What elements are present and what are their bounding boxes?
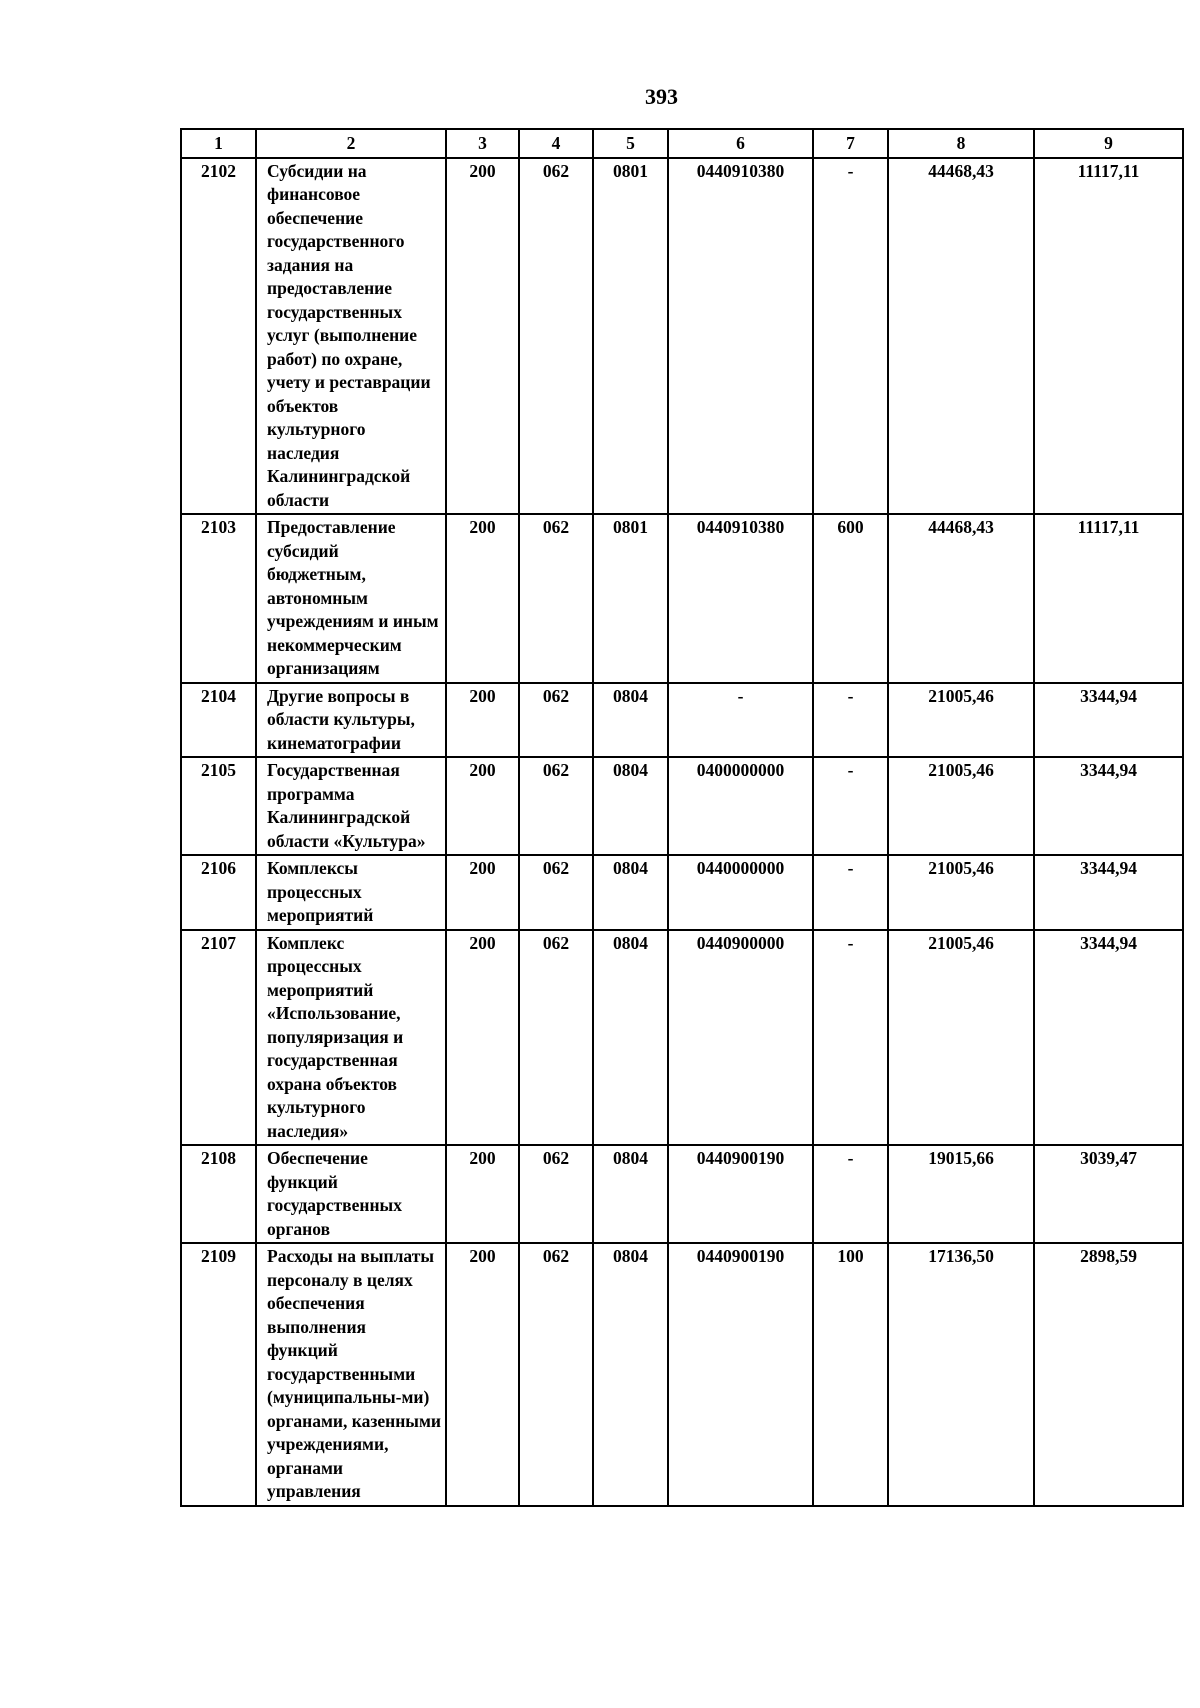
cell-col4: 062 [519, 158, 593, 515]
cell-col6: 0400000000 [668, 757, 813, 855]
header-cell: 8 [888, 129, 1034, 158]
cell-col5: 0801 [593, 158, 668, 515]
cell-col3: 200 [446, 158, 519, 515]
row-name: Расходы на выплаты персоналу в целях обеспечения выполнения функций государственными (муниципальны-ми) органами, казенными учреждениями, органами управления [256, 1243, 446, 1506]
table-row [181, 855, 1183, 930]
cell-col7: 100 [813, 1243, 888, 1506]
row-name: Комплексы процессных мероприятий [256, 855, 446, 930]
cell-col4: 062 [519, 514, 593, 683]
cell-col8: 21005,46 [888, 683, 1034, 758]
cell-col3: 200 [446, 1145, 519, 1243]
cell-col7: - [813, 757, 888, 855]
row-number: 2104 [181, 683, 256, 758]
row-name: Комплекс процессных мероприятий «Использование, популяризация и государственная охрана объектов культурного наследия» [256, 930, 446, 1146]
cell-col6: 0440910380 [668, 158, 813, 515]
cell-col4: 062 [519, 930, 593, 1146]
header-cell: 4 [519, 129, 593, 158]
cell-col5: 0804 [593, 930, 668, 1146]
cell-col9: 11117,11 [1034, 158, 1183, 515]
cell-col9: 3344,94 [1034, 930, 1183, 1146]
row-name: Государственная программа Калининградской области «Культура» [256, 757, 446, 855]
cell-col6: 0440900000 [668, 930, 813, 1146]
cell-col8: 44468,43 [888, 514, 1034, 683]
cell-col7: - [813, 158, 888, 515]
cell-col6: 0440900190 [668, 1145, 813, 1243]
row-number: 2106 [181, 855, 256, 930]
cell-col7: - [813, 1145, 888, 1243]
cell-col4: 062 [519, 855, 593, 930]
cell-col7: - [813, 930, 888, 1146]
budget-table [180, 128, 1184, 1507]
header-cell: 1 [181, 129, 256, 158]
cell-col4: 062 [519, 1145, 593, 1243]
table-row [181, 930, 1183, 1146]
cell-col6: 0440000000 [668, 855, 813, 930]
header-row [181, 129, 1183, 158]
page-number: 393 [645, 84, 678, 109]
row-number: 2103 [181, 514, 256, 683]
cell-col3: 200 [446, 757, 519, 855]
cell-col8: 21005,46 [888, 855, 1034, 930]
cell-col5: 0804 [593, 855, 668, 930]
cell-col8: 21005,46 [888, 930, 1034, 1146]
table-row [181, 158, 1183, 515]
cell-col3: 200 [446, 1243, 519, 1506]
header-cell: 6 [668, 129, 813, 158]
cell-col9: 3344,94 [1034, 757, 1183, 855]
table-row [181, 757, 1183, 855]
cell-col9: 2898,59 [1034, 1243, 1183, 1506]
row-number: 2109 [181, 1243, 256, 1506]
cell-col5: 0804 [593, 757, 668, 855]
cell-col4: 062 [519, 757, 593, 855]
cell-col3: 200 [446, 855, 519, 930]
cell-col9: 3039,47 [1034, 1145, 1183, 1243]
cell-col9: 3344,94 [1034, 855, 1183, 930]
cell-col5: 0804 [593, 1243, 668, 1506]
cell-col7: - [813, 855, 888, 930]
cell-col8: 44468,43 [888, 158, 1034, 515]
table-row [181, 683, 1183, 758]
cell-col9: 3344,94 [1034, 683, 1183, 758]
cell-col7: - [813, 683, 888, 758]
header-cell: 2 [256, 129, 446, 158]
cell-col3: 200 [446, 930, 519, 1146]
cell-col6: - [668, 683, 813, 758]
header-cell: 3 [446, 129, 519, 158]
cell-col5: 0801 [593, 514, 668, 683]
cell-col5: 0804 [593, 683, 668, 758]
cell-col8: 17136,50 [888, 1243, 1034, 1506]
cell-col3: 200 [446, 683, 519, 758]
row-name: Другие вопросы в области культуры, кинематографии [256, 683, 446, 758]
row-number: 2105 [181, 757, 256, 855]
cell-col7: 600 [813, 514, 888, 683]
header-cell: 7 [813, 129, 888, 158]
cell-col9: 11117,11 [1034, 514, 1183, 683]
cell-col4: 062 [519, 683, 593, 758]
cell-col6: 0440900190 [668, 1243, 813, 1506]
cell-col4: 062 [519, 1243, 593, 1506]
cell-col3: 200 [446, 514, 519, 683]
row-number: 2102 [181, 158, 256, 515]
row-name: Предоставление субсидий бюджетным, автономным учреждениям и иным некоммерческим организациям [256, 514, 446, 683]
cell-col6: 0440910380 [668, 514, 813, 683]
row-name: Обеспечение функций государственных органов [256, 1145, 446, 1243]
row-number: 2107 [181, 930, 256, 1146]
header-cell: 5 [593, 129, 668, 158]
cell-col8: 19015,66 [888, 1145, 1034, 1243]
table-row [181, 1243, 1183, 1506]
row-number: 2108 [181, 1145, 256, 1243]
table-row [181, 1145, 1183, 1243]
cell-col8: 21005,46 [888, 757, 1034, 855]
header-cell: 9 [1034, 129, 1183, 158]
cell-col5: 0804 [593, 1145, 668, 1243]
row-name: Субсидии на финансовое обеспечение государственного задания на предоставление государственных услуг (выполнение работ) по охране, учету и реставрации объектов культурного наследия Калининградской области [256, 158, 446, 515]
table-row [181, 514, 1183, 683]
